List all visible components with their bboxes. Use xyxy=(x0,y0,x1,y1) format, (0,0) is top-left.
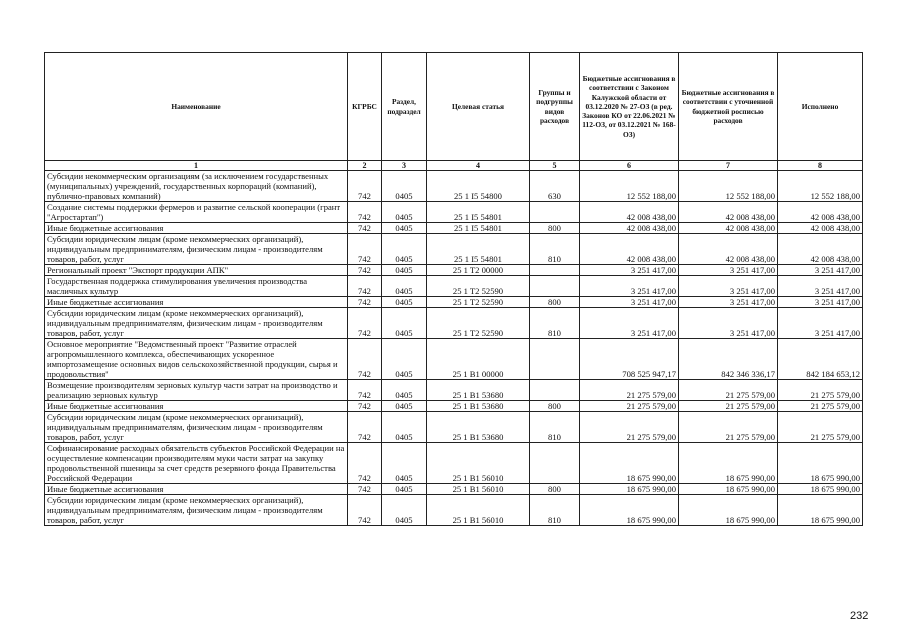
group-cell xyxy=(530,443,580,484)
target-cell: 25 1 I5 54801 xyxy=(427,202,530,223)
section-cell: 0405 xyxy=(382,265,427,276)
group-cell: 800 xyxy=(530,297,580,308)
target-cell: 25 1 T2 52590 xyxy=(427,276,530,297)
executed-amount-cell: 18 675 990,00 xyxy=(778,443,863,484)
table-row xyxy=(45,401,863,412)
row-name-cell: Иные бюджетные ассигнования xyxy=(45,297,348,308)
target-cell: 25 1 B1 53680 xyxy=(427,380,530,401)
target-cell: 25 1 T2 52590 xyxy=(427,297,530,308)
table-body xyxy=(45,171,863,526)
header-group: Группы и подгруппы видов расходов xyxy=(530,53,580,161)
kgrbs-cell: 742 xyxy=(348,339,382,380)
section-cell: 0405 xyxy=(382,495,427,526)
row-name-cell: Субсидии некоммерческим организациям (за исключением государственных (муниципальных) учреждений, государственных корпораций (компаний), публично-правовых компаний) xyxy=(45,171,348,202)
col-number: 6 xyxy=(580,161,679,171)
table-row xyxy=(45,297,863,308)
header-name: Наименование xyxy=(45,53,348,161)
executed-amount-cell: 18 675 990,00 xyxy=(778,484,863,495)
law-amount-cell: 3 251 417,00 xyxy=(580,276,679,297)
table-row xyxy=(45,276,863,297)
table-row xyxy=(45,202,863,223)
target-cell: 25 1 T2 52590 xyxy=(427,308,530,339)
kgrbs-cell: 742 xyxy=(348,412,382,443)
target-cell: 25 1 B1 00000 xyxy=(427,339,530,380)
section-cell: 0405 xyxy=(382,484,427,495)
section-cell: 0405 xyxy=(382,276,427,297)
law-amount-cell: 708 525 947,17 xyxy=(580,339,679,380)
group-cell: 800 xyxy=(530,223,580,234)
budget-table xyxy=(44,52,863,526)
law-amount-cell: 3 251 417,00 xyxy=(580,265,679,276)
roster-amount-cell: 18 675 990,00 xyxy=(679,484,778,495)
group-cell xyxy=(530,265,580,276)
table-row xyxy=(45,412,863,443)
roster-amount-cell: 18 675 990,00 xyxy=(679,443,778,484)
executed-amount-cell: 3 251 417,00 xyxy=(778,308,863,339)
law-amount-cell: 18 675 990,00 xyxy=(580,495,679,526)
row-name-cell: Государственная поддержка стимулирования увеличения производства масличных культур xyxy=(45,276,348,297)
group-cell: 810 xyxy=(530,495,580,526)
roster-amount-cell: 3 251 417,00 xyxy=(679,297,778,308)
section-cell: 0405 xyxy=(382,171,427,202)
section-cell: 0405 xyxy=(382,223,427,234)
section-cell: 0405 xyxy=(382,202,427,223)
target-cell: 25 1 I5 54801 xyxy=(427,223,530,234)
table-row xyxy=(45,265,863,276)
row-name-cell: Создание системы поддержки фермеров и развитие сельской кооперации (грант "Агростартап") xyxy=(45,202,348,223)
kgrbs-cell: 742 xyxy=(348,443,382,484)
target-cell: 25 1 I5 54800 xyxy=(427,171,530,202)
target-cell: 25 1 T2 00000 xyxy=(427,265,530,276)
executed-amount-cell: 42 008 438,00 xyxy=(778,234,863,265)
executed-amount-cell: 842 184 653,12 xyxy=(778,339,863,380)
table-row xyxy=(45,495,863,526)
section-cell: 0405 xyxy=(382,339,427,380)
target-cell: 25 1 B1 53680 xyxy=(427,401,530,412)
group-cell: 800 xyxy=(530,484,580,495)
header-law-allocation: Бюджетные ассигнования в соответствии с Законом Калужской области от 03.12.2020 № 27-ОЗ (в ред. Законов КО от 22.06.2021 № 112-ОЗ, от 03.12.2021 № 168-ОЗ) xyxy=(580,53,679,161)
roster-amount-cell: 3 251 417,00 xyxy=(679,308,778,339)
row-name-cell: Региональный проект "Экспорт продукции АПК" xyxy=(45,265,348,276)
table-row xyxy=(45,171,863,202)
law-amount-cell: 21 275 579,00 xyxy=(580,380,679,401)
law-amount-cell: 42 008 438,00 xyxy=(580,234,679,265)
col-number: 4 xyxy=(427,161,530,171)
target-cell: 25 1 B1 56010 xyxy=(427,495,530,526)
table-row xyxy=(45,380,863,401)
kgrbs-cell: 742 xyxy=(348,380,382,401)
roster-amount-cell: 18 675 990,00 xyxy=(679,495,778,526)
law-amount-cell: 3 251 417,00 xyxy=(580,308,679,339)
law-amount-cell: 3 251 417,00 xyxy=(580,297,679,308)
row-name-cell: Возмещение производителям зерновых культур части затрат на производство и реализацию зерновых культур xyxy=(45,380,348,401)
executed-amount-cell: 18 675 990,00 xyxy=(778,495,863,526)
row-name-cell: Основное мероприятие "Ведомственный проект "Развитие отраслей агропромышленного комплекса, обеспечивающих ускоренное импортозамещение основных видов сельскохозяйственной продукции, сырья и продовольствия" xyxy=(45,339,348,380)
group-cell: 630 xyxy=(530,171,580,202)
law-amount-cell: 21 275 579,00 xyxy=(580,401,679,412)
col-number: 3 xyxy=(382,161,427,171)
executed-amount-cell: 3 251 417,00 xyxy=(778,265,863,276)
roster-amount-cell: 842 346 336,17 xyxy=(679,339,778,380)
law-amount-cell: 42 008 438,00 xyxy=(580,223,679,234)
col-number: 5 xyxy=(530,161,580,171)
column-number-row xyxy=(45,161,863,171)
row-name-cell: Иные бюджетные ассигнования xyxy=(45,484,348,495)
row-name-cell: Софинансирование расходных обязательств субъектов Российской Федерации на осуществление компенсации производителям муки части затрат на закупку продовольственной пшеницы за счет средств резервного фонда Правительства Российской Федерации xyxy=(45,443,348,484)
kgrbs-cell: 742 xyxy=(348,308,382,339)
group-cell xyxy=(530,380,580,401)
header-roster-allocation: Бюджетные ассигнования в соответствии с уточненной бюджетной росписью расходов xyxy=(679,53,778,161)
kgrbs-cell: 742 xyxy=(348,401,382,412)
group-cell xyxy=(530,202,580,223)
roster-amount-cell: 3 251 417,00 xyxy=(679,276,778,297)
target-cell: 25 1 I5 54801 xyxy=(427,234,530,265)
kgrbs-cell: 742 xyxy=(348,495,382,526)
col-number: 8 xyxy=(778,161,863,171)
roster-amount-cell: 12 552 188,00 xyxy=(679,171,778,202)
section-cell: 0405 xyxy=(382,297,427,308)
row-name-cell: Иные бюджетные ассигнования xyxy=(45,401,348,412)
law-amount-cell: 18 675 990,00 xyxy=(580,443,679,484)
kgrbs-cell: 742 xyxy=(348,297,382,308)
executed-amount-cell: 3 251 417,00 xyxy=(778,297,863,308)
table-row xyxy=(45,234,863,265)
target-cell: 25 1 B1 56010 xyxy=(427,484,530,495)
header-row xyxy=(45,53,863,161)
roster-amount-cell: 42 008 438,00 xyxy=(679,223,778,234)
col-number: 2 xyxy=(348,161,382,171)
roster-amount-cell: 3 251 417,00 xyxy=(679,265,778,276)
kgrbs-cell: 742 xyxy=(348,276,382,297)
executed-amount-cell: 42 008 438,00 xyxy=(778,223,863,234)
section-cell: 0405 xyxy=(382,380,427,401)
table-row xyxy=(45,223,863,234)
target-cell: 25 1 B1 56010 xyxy=(427,443,530,484)
table-row xyxy=(45,339,863,380)
header-section: Раздел, подраздел xyxy=(382,53,427,161)
law-amount-cell: 42 008 438,00 xyxy=(580,202,679,223)
table-row xyxy=(45,484,863,495)
group-cell: 810 xyxy=(530,234,580,265)
section-cell: 0405 xyxy=(382,412,427,443)
roster-amount-cell: 21 275 579,00 xyxy=(679,380,778,401)
roster-amount-cell: 42 008 438,00 xyxy=(679,234,778,265)
row-name-cell: Субсидии юридическим лицам (кроме некоммерческих организаций), индивидуальным предпринимателям, физическим лицам - производителям товаров, работ, услуг xyxy=(45,234,348,265)
executed-amount-cell: 21 275 579,00 xyxy=(778,401,863,412)
section-cell: 0405 xyxy=(382,401,427,412)
row-name-cell: Субсидии юридическим лицам (кроме некоммерческих организаций), индивидуальным предпринимателям, физическим лицам - производителям товаров, работ, услуг xyxy=(45,308,348,339)
group-cell xyxy=(530,339,580,380)
kgrbs-cell: 742 xyxy=(348,171,382,202)
col-number: 1 xyxy=(45,161,348,171)
section-cell: 0405 xyxy=(382,234,427,265)
roster-amount-cell: 42 008 438,00 xyxy=(679,202,778,223)
executed-amount-cell: 3 251 417,00 xyxy=(778,276,863,297)
kgrbs-cell: 742 xyxy=(348,265,382,276)
header-target: Целевая статья xyxy=(427,53,530,161)
col-number: 7 xyxy=(679,161,778,171)
group-cell: 810 xyxy=(530,308,580,339)
row-name-cell: Субсидии юридическим лицам (кроме некоммерческих организаций), индивидуальным предпринимателям, физическим лицам - производителям товаров, работ, услуг xyxy=(45,495,348,526)
kgrbs-cell: 742 xyxy=(348,484,382,495)
executed-amount-cell: 21 275 579,00 xyxy=(778,380,863,401)
kgrbs-cell: 742 xyxy=(348,202,382,223)
executed-amount-cell: 12 552 188,00 xyxy=(778,171,863,202)
group-cell xyxy=(530,276,580,297)
law-amount-cell: 18 675 990,00 xyxy=(580,484,679,495)
roster-amount-cell: 21 275 579,00 xyxy=(679,401,778,412)
row-name-cell: Субсидии юридическим лицам (кроме некоммерческих организаций), индивидуальным предпринимателям, физическим лицам - производителям товаров, работ, услуг xyxy=(45,412,348,443)
section-cell: 0405 xyxy=(382,443,427,484)
table-row xyxy=(45,308,863,339)
section-cell: 0405 xyxy=(382,308,427,339)
target-cell: 25 1 B1 53680 xyxy=(427,412,530,443)
law-amount-cell: 21 275 579,00 xyxy=(580,412,679,443)
group-cell: 810 xyxy=(530,412,580,443)
executed-amount-cell: 21 275 579,00 xyxy=(778,412,863,443)
roster-amount-cell: 21 275 579,00 xyxy=(679,412,778,443)
page-number: 232 xyxy=(850,610,869,622)
row-name-cell: Иные бюджетные ассигнования xyxy=(45,223,348,234)
executed-amount-cell: 42 008 438,00 xyxy=(778,202,863,223)
law-amount-cell: 12 552 188,00 xyxy=(580,171,679,202)
header-executed: Исполнено xyxy=(778,53,863,161)
header-kgrbs: КГРБС xyxy=(348,53,382,161)
kgrbs-cell: 742 xyxy=(348,234,382,265)
kgrbs-cell: 742 xyxy=(348,223,382,234)
table-row xyxy=(45,443,863,484)
group-cell: 800 xyxy=(530,401,580,412)
